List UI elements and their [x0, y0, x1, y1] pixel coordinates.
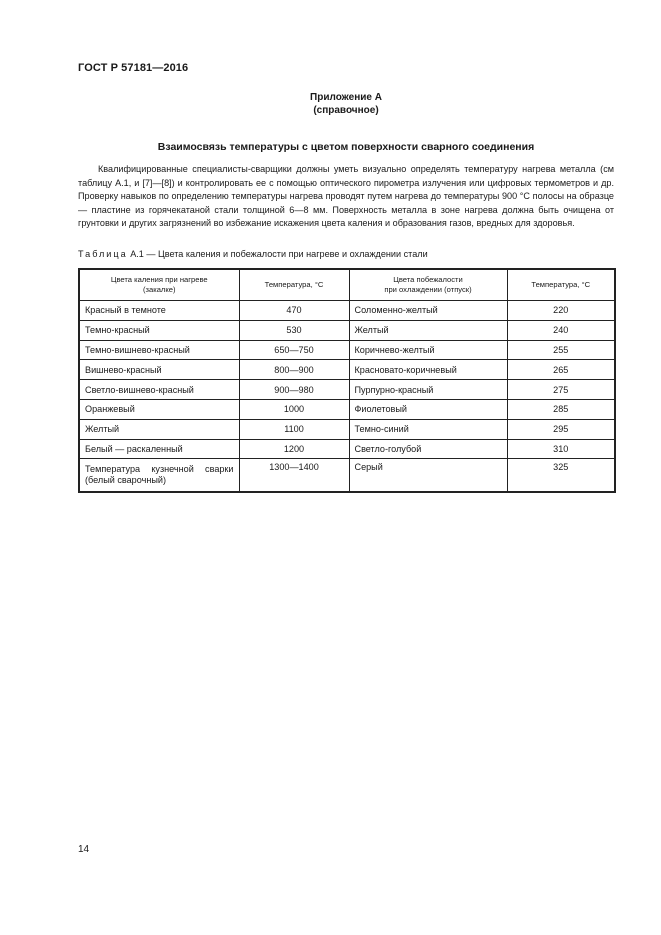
table-row [79, 419, 615, 439]
document-code: ГОСТ Р 57181—2016 [78, 62, 189, 74]
heat-color-cell: Темно-красный [79, 320, 239, 340]
header-heat-temp: Температура, °С [239, 269, 349, 301]
table-caption-text: А.1 — Цвета каления и побежалости при нагреве и охлаждении стали [130, 249, 428, 259]
table-row [79, 399, 615, 419]
table-header-row [79, 269, 615, 301]
page-number: 14 [78, 844, 90, 855]
heat-color-cell: Температура кузнечной сварки (белый сварочный) [79, 459, 239, 493]
table-row [79, 320, 615, 340]
body-paragraph: Квалифицированные специалисты-сварщики должны уметь визуально определять температуру нагрева металла (см таблицу А.1, и [7]—[8]) и контролировать ее с помощью оптического пирометра излучения или цифровых термометров и др. Проверку навыков по определению температуры нагрева проводят путем нагрева до температуры 900 °С полосы на образце — пластине из горячекатаной стали толщиной 6—8 мм. Поверхность металла в зоне нагрева должна быть очищена от грунтовки и других загрязнений во избежание искажения цвета каления и образования газов, вредных для здоровья. [78, 164, 614, 228]
heat-temp-cell: 470 [239, 301, 349, 321]
appendix-title: Приложение А [310, 92, 382, 103]
heat-temp-cell: 1100 [239, 419, 349, 439]
heat-color-cell: Вишнево-красный [79, 360, 239, 380]
table-caption-prefix: Таблица [78, 249, 128, 259]
temper-temp-cell: 265 [507, 360, 615, 380]
temper-color-cell: Темно-синий [349, 419, 507, 439]
table-row [79, 340, 615, 360]
heat-temp-cell: 800—900 [239, 360, 349, 380]
table-row [79, 459, 615, 493]
colors-table [78, 268, 616, 493]
appendix-subtitle: (справочное) [313, 105, 379, 116]
temper-temp-cell: 240 [507, 320, 615, 340]
temper-temp-cell: 220 [507, 301, 615, 321]
heat-temp-cell: 1200 [239, 439, 349, 459]
temper-color-cell: Пурпурно-красный [349, 380, 507, 400]
table-row [79, 360, 615, 380]
table-row [79, 301, 615, 321]
heat-temp-cell: 530 [239, 320, 349, 340]
temper-color-cell: Фиолетовый [349, 399, 507, 419]
header-temper-color: Цвета побежалости при охлаждении (отпуск) [349, 269, 507, 301]
heat-color-cell: Желтый [79, 419, 239, 439]
heat-color-cell: Темно-вишнево-красный [79, 340, 239, 360]
heat-temp-cell: 1000 [239, 399, 349, 419]
heat-color-cell: Белый — раскаленный [79, 439, 239, 459]
temper-temp-cell: 310 [507, 439, 615, 459]
heat-temp-cell: 650—750 [239, 340, 349, 360]
table-caption [78, 249, 428, 259]
temper-temp-cell: 285 [507, 399, 615, 419]
heat-temp-cell: 900—980 [239, 380, 349, 400]
temper-color-cell: Серый [349, 459, 507, 493]
temper-color-cell: Коричнево-желтый [349, 340, 507, 360]
temper-color-cell: Светло-голубой [349, 439, 507, 459]
heat-temp-cell: 1300—1400 [239, 459, 349, 493]
header-heat-color: Цвета каления при нагреве (закалке) [79, 269, 239, 301]
temper-color-cell: Желтый [349, 320, 507, 340]
section-title: Взаимосвязь температуры с цветом поверхности сварного соединения [157, 141, 535, 153]
temper-temp-cell: 275 [507, 380, 615, 400]
heat-color-cell: Красный в темноте [79, 301, 239, 321]
temper-color-cell: Красновато-коричневый [349, 360, 507, 380]
temper-temp-cell: 295 [507, 419, 615, 439]
table-row [79, 439, 615, 459]
header-temper-temp: Температура, °С [507, 269, 615, 301]
temper-temp-cell: 255 [507, 340, 615, 360]
temper-color-cell: Соломенно-желтый [349, 301, 507, 321]
table-row [79, 380, 615, 400]
temper-temp-cell: 325 [507, 459, 615, 493]
heat-color-cell: Светло-вишнево-красный [79, 380, 239, 400]
heat-color-cell: Оранжевый [79, 399, 239, 419]
